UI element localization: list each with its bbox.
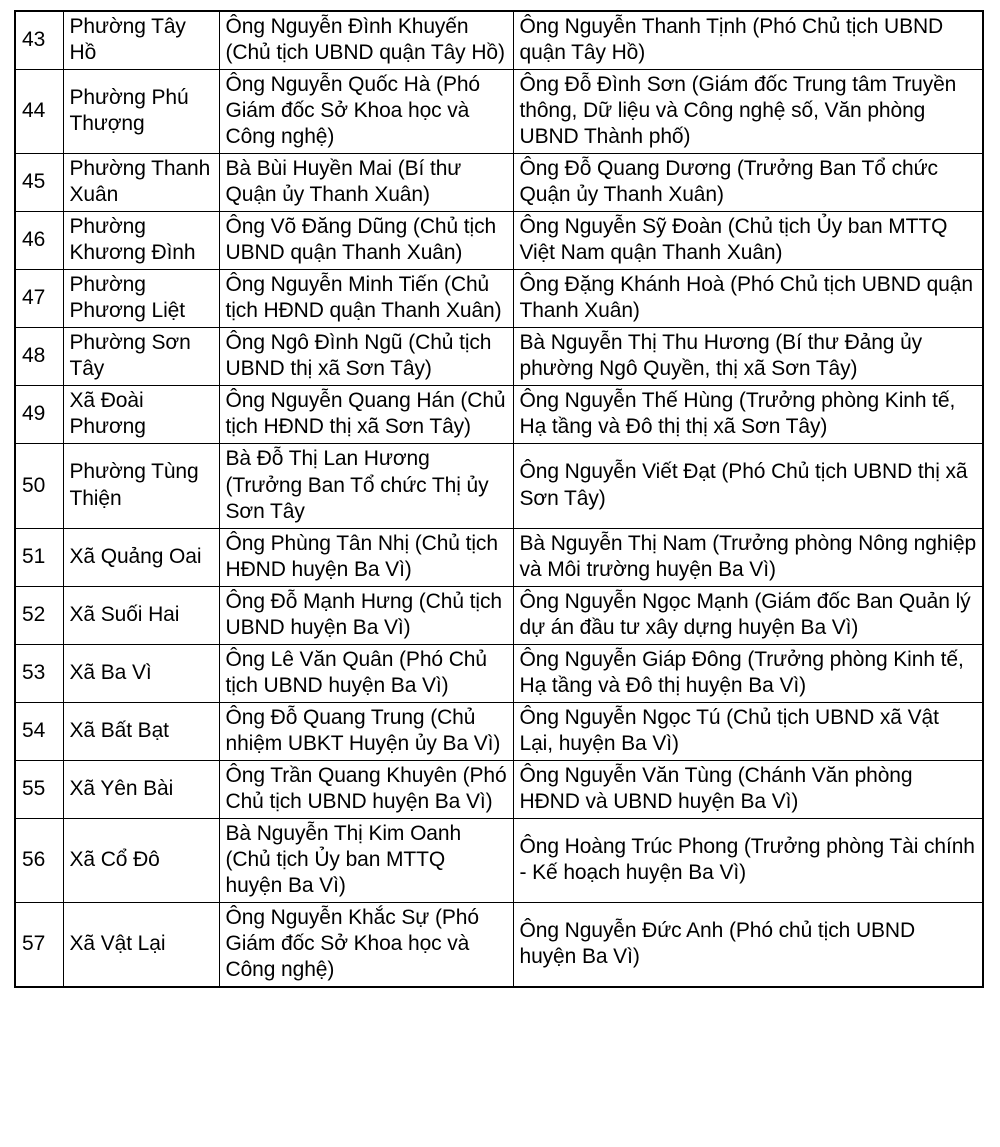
ward-name-cell: Xã Quảng Oai [63,528,219,586]
official-two-cell: Ông Nguyễn Thế Hùng (Trưởng phòng Kinh tế, Hạ tầng và Đô thị thị xã Sơn Tây) [513,386,983,444]
official-one-cell: Ông Trần Quang Khuyên (Phó Chủ tịch UBND huyện Ba Vì) [219,760,513,818]
table-row [15,328,983,386]
ward-name-cell: Xã Yên Bài [63,760,219,818]
ward-name-cell: Phường Thanh Xuân [63,154,219,212]
official-one-cell: Ông Đỗ Quang Trung (Chủ nhiệm UBKT Huyện ủy Ba Vì) [219,702,513,760]
ward-name-cell: Phường Phương Liệt [63,270,219,328]
table-row [15,212,983,270]
row-index-cell: 48 [15,328,63,386]
row-index-cell: 57 [15,902,63,987]
official-two-cell: Ông Hoàng Trúc Phong (Trưởng phòng Tài chính - Kế hoạch huyện Ba Vì) [513,818,983,902]
roster-table-body [15,11,983,987]
row-index-cell: 55 [15,760,63,818]
row-index-cell: 53 [15,644,63,702]
official-two-cell: Ông Nguyễn Ngọc Tú (Chủ tịch UBND xã Vật Lại, huyện Ba Vì) [513,702,983,760]
official-one-cell: Bà Bùi Huyền Mai (Bí thư Quận ủy Thanh Xuân) [219,154,513,212]
official-two-cell: Bà Nguyễn Thị Thu Hương (Bí thư Đảng ủy phường Ngô Quyền, thị xã Sơn Tây) [513,328,983,386]
official-one-cell: Ông Nguyễn Quang Hán (Chủ tịch HĐND thị xã Sơn Tây) [219,386,513,444]
official-one-cell: Ông Ngô Đình Ngũ (Chủ tịch UBND thị xã Sơn Tây) [219,328,513,386]
official-one-cell: Ông Nguyễn Minh Tiến (Chủ tịch HĐND quận Thanh Xuân) [219,270,513,328]
row-index-cell: 56 [15,818,63,902]
table-row [15,386,983,444]
ward-name-cell: Phường Tây Hồ [63,11,219,70]
ward-name-cell: Phường Tùng Thiện [63,444,219,528]
table-row [15,444,983,528]
ward-name-cell: Phường Khương Đình [63,212,219,270]
official-two-cell: Ông Nguyễn Đức Anh (Phó chủ tịch UBND huyện Ba Vì) [513,902,983,987]
ward-name-cell: Xã Suối Hai [63,586,219,644]
row-index-cell: 54 [15,702,63,760]
official-two-cell: Ông Nguyễn Văn Tùng (Chánh Văn phòng HĐND và UBND huyện Ba Vì) [513,760,983,818]
row-index-cell: 45 [15,154,63,212]
official-two-cell: Ông Nguyễn Viết Đạt (Phó Chủ tịch UBND thị xã Sơn Tây) [513,444,983,528]
row-index-cell: 46 [15,212,63,270]
row-index-cell: 52 [15,586,63,644]
official-two-cell: Ông Nguyễn Sỹ Đoàn (Chủ tịch Ủy ban MTTQ Việt Nam quận Thanh Xuân) [513,212,983,270]
official-one-cell: Ông Võ Đăng Dũng (Chủ tịch UBND quận Thanh Xuân) [219,212,513,270]
official-one-cell: Ông Lê Văn Quân (Phó Chủ tịch UBND huyện Ba Vì) [219,644,513,702]
ward-name-cell: Xã Cổ Đô [63,818,219,902]
official-one-cell: Bà Đỗ Thị Lan Hương (Trưởng Ban Tổ chức Thị ủy Sơn Tây [219,444,513,528]
ward-name-cell: Xã Vật Lại [63,902,219,987]
official-one-cell: Ông Nguyễn Quốc Hà (Phó Giám đốc Sở Khoa học và Công nghệ) [219,70,513,154]
table-row [15,760,983,818]
ward-name-cell: Xã Bất Bạt [63,702,219,760]
table-row [15,818,983,902]
row-index-cell: 44 [15,70,63,154]
official-two-cell: Bà Nguyễn Thị Nam (Trưởng phòng Nông nghiệp và Môi trường huyện Ba Vì) [513,528,983,586]
official-one-cell: Ông Đỗ Mạnh Hưng (Chủ tịch UBND huyện Ba Vì) [219,586,513,644]
official-one-cell: Ông Nguyễn Đình Khuyến (Chủ tịch UBND quận Tây Hồ) [219,11,513,70]
row-index-cell: 50 [15,444,63,528]
official-two-cell: Ông Nguyễn Giáp Đông (Trưởng phòng Kinh tế, Hạ tầng và Đô thị huyện Ba Vì) [513,644,983,702]
table-row [15,586,983,644]
official-two-cell: Ông Đỗ Đình Sơn (Giám đốc Trung tâm Truyền thông, Dữ liệu và Công nghệ số, Văn phòng UBND Thành phố) [513,70,983,154]
official-two-cell: Ông Đỗ Quang Dương (Trưởng Ban Tổ chức Quận ủy Thanh Xuân) [513,154,983,212]
row-index-cell: 43 [15,11,63,70]
ward-name-cell: Phường Phú Thượng [63,70,219,154]
row-index-cell: 47 [15,270,63,328]
table-row [15,70,983,154]
row-index-cell: 51 [15,528,63,586]
official-two-cell: Ông Nguyễn Ngọc Mạnh (Giám đốc Ban Quản lý dự án đầu tư xây dựng huyện Ba Vì) [513,586,983,644]
table-row [15,902,983,987]
table-row [15,11,983,70]
official-one-cell: Ông Phùng Tân Nhị (Chủ tịch HĐND huyện Ba Vì) [219,528,513,586]
table-row [15,154,983,212]
ward-name-cell: Xã Ba Vì [63,644,219,702]
table-row [15,270,983,328]
table-row [15,528,983,586]
official-two-cell: Ông Đặng Khánh Hoà (Phó Chủ tịch UBND quận Thanh Xuân) [513,270,983,328]
official-one-cell: Bà Nguyễn Thị Kim Oanh (Chủ tịch Ủy ban MTTQ huyện Ba Vì) [219,818,513,902]
row-index-cell: 49 [15,386,63,444]
table-row [15,644,983,702]
ward-name-cell: Phường Sơn Tây [63,328,219,386]
official-one-cell: Ông Nguyễn Khắc Sự (Phó Giám đốc Sở Khoa học và Công nghệ) [219,902,513,987]
roster-table [14,10,984,988]
table-row [15,702,983,760]
ward-name-cell: Xã Đoài Phương [63,386,219,444]
official-two-cell: Ông Nguyễn Thanh Tịnh (Phó Chủ tịch UBND quận Tây Hồ) [513,11,983,70]
